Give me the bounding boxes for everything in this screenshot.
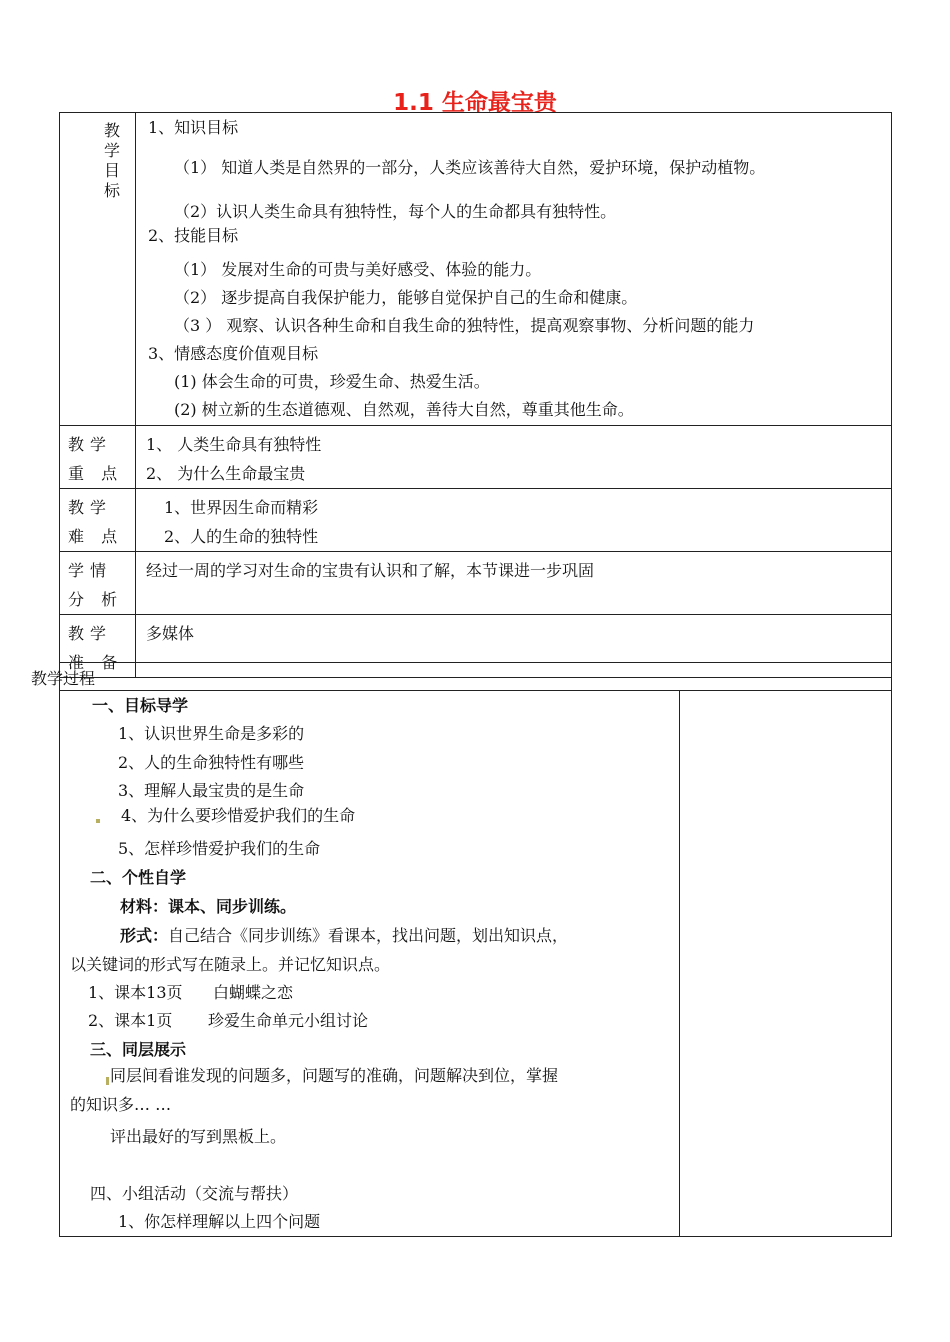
goal-line: (2) 树立新的生态道德观、自然观，善待大自然，尊重其他生命。 [174, 400, 634, 419]
section-heading: 一、目标导学 [92, 696, 189, 715]
lesson-plan-table [59, 112, 892, 678]
section-heading: 三、同层展示 [90, 1040, 187, 1059]
student-analysis-label-cell [60, 552, 136, 615]
key-points-row [60, 426, 892, 489]
activity-item: 1、你怎样理解以上四个问题 [118, 1212, 321, 1231]
process-table [59, 662, 892, 1237]
materials-text: 课本、同步训练。 [168, 897, 297, 916]
list-item: 5、怎样珍惜爱护我们的生命 [118, 839, 321, 858]
goals-row [60, 113, 892, 426]
show-line: 同层间看谁发现的问题多，问题写的准确，问题解决到位，掌握 [110, 1066, 559, 1085]
goal-line: （1） 发展对生命的可贵与美好感受、体验的能力。 [174, 260, 542, 279]
goal-line: （3 ） 观察、认识各种生命和自我生命的独特性，提高观察事物、分析问题的能力 [174, 316, 755, 335]
preparation-label: 教学 准 备 [68, 624, 124, 672]
difficulties-content-cell [136, 489, 892, 552]
student-analysis-row [60, 552, 892, 615]
difficulty-line: 2、人的生命的独特性 [164, 527, 319, 546]
key-points-content-cell [136, 426, 892, 489]
list-item: 4、为什么要珍惜爱护我们的生命 [121, 806, 356, 825]
student-analysis-content-cell [136, 552, 892, 615]
materials-label: 材料： [120, 897, 169, 916]
goal-line: 3、情感态度价值观目标 [148, 344, 319, 363]
goals-label: 教 学 目 标 [103, 121, 120, 200]
goal-line: 1、知识目标 [148, 118, 239, 137]
key-point-line: 1、 人类生命具有独特性 [146, 435, 322, 454]
key-points-label: 教学 重 点 [68, 435, 124, 483]
list-item: 3、理解人最宝贵的是生命 [118, 781, 305, 800]
show-line: 评出最好的写到黑板上。 [110, 1127, 287, 1146]
goal-line: (1) 体会生命的可贵，珍爱生命、热爱生活。 [174, 372, 490, 391]
goals-content-cell [136, 113, 892, 426]
form-text: 自己结合《同步训练》看课本，找出问题，划出知识点， [168, 926, 569, 945]
form-line-continued: 以关键词的形式写在随录上。并记忆知识点。 [70, 955, 391, 974]
student-analysis-line: 经过一周的学习对生命的宝贵有认识和了解，本节课进一步巩固 [146, 561, 595, 580]
key-point-line: 2、 为什么生命最宝贵 [146, 464, 306, 483]
key-points-label-cell [60, 426, 136, 489]
list-item: 2、人的生命独特性有哪些 [118, 753, 305, 772]
difficulties-row [60, 489, 892, 552]
difficulties-label: 教学 难 点 [68, 498, 124, 546]
bullet-dot-icon [106, 1077, 109, 1085]
difficulties-label-cell [60, 489, 136, 552]
goal-line: （2）认识人类生命具有独特性，每个人的生命都具有独特性。 [174, 202, 617, 221]
form-label: 形式： [120, 926, 169, 945]
student-analysis-label: 学情 分 析 [68, 561, 124, 609]
goal-line: （1） 知道人类是自然界的一部分，人类应该善待大自然，爱护环境，保护动植物。 [174, 158, 766, 177]
show-line: 的知识多… … [70, 1095, 172, 1114]
difficulty-line: 1、世界因生命而精彩 [164, 498, 319, 517]
preparation-line: 多媒体 [146, 624, 195, 643]
lesson-item: 2、课本1页 珍爱生命单元小组讨论 [88, 1011, 368, 1030]
process-notes-column-divider [679, 690, 680, 1237]
process-divider [59, 690, 892, 691]
goal-line: 2、技能目标 [148, 226, 239, 245]
lesson-item: 1、课本13页 白蝴蝶之恋 [88, 983, 294, 1002]
page-title: 1.1 生命最宝贵 [393, 90, 557, 116]
materials-line [120, 896, 296, 918]
bullet-dot-icon [96, 819, 100, 823]
goal-line: （2） 逐步提高自我保护能力，能够自觉保护自己的生命和健康。 [174, 288, 638, 307]
goals-label-cell [60, 113, 136, 426]
process-title: 教学过程 [31, 669, 96, 688]
section-heading: 四、小组活动（交流与帮扶） [90, 1184, 299, 1203]
form-line [120, 925, 568, 947]
section-heading: 二、个性自学 [90, 868, 187, 887]
list-item: 1、认识世界生命是多彩的 [118, 724, 305, 743]
